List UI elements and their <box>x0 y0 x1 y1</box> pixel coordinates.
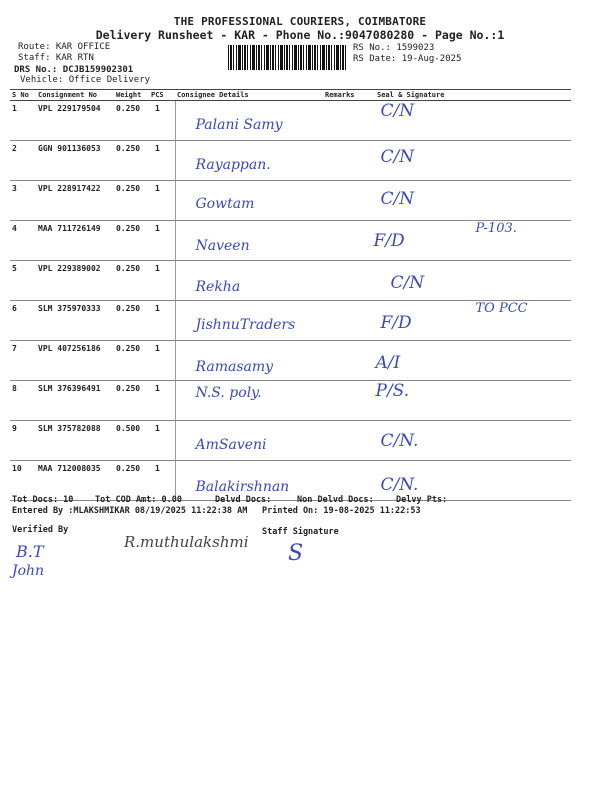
non-delvd-docs: Non Delvd Docs: <box>297 495 374 505</box>
col-sno: S No <box>10 90 36 101</box>
entered-by: Entered By :MLAKSHMIKAR 08/19/2025 11:22:38 AM <box>12 506 248 516</box>
row-consignment-no: VPL 228917422 <box>36 181 114 221</box>
verifier-signature-2: John <box>12 563 45 579</box>
row-weight: 0.250 <box>114 381 149 421</box>
consignee-name: Naveen <box>195 238 250 254</box>
delivery-remark: C/N. <box>380 475 419 495</box>
row-signature-area <box>175 421 571 461</box>
row-weight: 0.250 <box>114 301 149 341</box>
delivery-remark: P/S. <box>375 381 410 401</box>
row-weight: 0.250 <box>114 141 149 181</box>
table-row <box>10 221 571 261</box>
runsheet-table <box>10 89 571 501</box>
row-weight: 0.250 <box>114 341 149 381</box>
row-consignment-no: VPL 229179504 <box>36 101 114 141</box>
extra-note: P-103. <box>475 221 517 236</box>
middle-signature: R.muthulakshmi <box>124 533 249 551</box>
row-signature-area <box>175 141 571 181</box>
row-sno: 5 <box>10 261 36 301</box>
row-pcs: 1 <box>149 261 175 301</box>
row-weight: 0.250 <box>114 261 149 301</box>
row-consignment-no: MAA 712008035 <box>36 461 114 501</box>
rs-date: RS Date: 19-Aug-2025 <box>353 54 462 64</box>
table-row <box>10 261 571 301</box>
delivery-remark: F/D <box>380 313 412 333</box>
col-consignment: Consignment No <box>36 90 114 101</box>
row-consignment-no: GGN 901136053 <box>36 141 114 181</box>
delivery-remark: C/N <box>380 189 415 209</box>
table-row <box>10 341 571 381</box>
row-sno: 6 <box>10 301 36 341</box>
row-pcs: 1 <box>149 341 175 381</box>
rs-number: RS No.: 1599023 <box>353 43 435 53</box>
consignee-name: JishnuTraders <box>195 317 296 333</box>
row-signature-area <box>175 381 571 421</box>
row-weight: 0.250 <box>114 461 149 501</box>
delivery-remark: C/N <box>390 273 425 293</box>
row-consignment-no: SLM 375970333 <box>36 301 114 341</box>
row-sno: 2 <box>10 141 36 181</box>
row-pcs: 1 <box>149 101 175 141</box>
consignee-name: Palani Samy <box>195 117 283 133</box>
row-pcs: 1 <box>149 461 175 501</box>
row-sno: 8 <box>10 381 36 421</box>
consignee-name: N.S. poly. <box>195 385 262 401</box>
row-weight: 0.250 <box>114 221 149 261</box>
table-row <box>10 141 571 181</box>
row-pcs: 1 <box>149 381 175 421</box>
printed-on: Printed On: 19-08-2025 11:22:53 <box>262 506 421 516</box>
row-sno: 4 <box>10 221 36 261</box>
row-signature-area <box>175 181 571 221</box>
row-consignment-no: VPL 407256186 <box>36 341 114 381</box>
row-sno: 9 <box>10 421 36 461</box>
table-row <box>10 421 571 461</box>
verifier-signature: B.T <box>16 542 44 561</box>
row-consignment-no: VPL 229389002 <box>36 261 114 301</box>
delivery-remark: C/N. <box>380 431 419 451</box>
staff-signature: S <box>288 541 304 566</box>
delivery-remark: C/N <box>380 147 415 167</box>
route-text: Route: KAR OFFICE <box>18 42 111 52</box>
staff-text: Staff: KAR RTN <box>18 53 94 63</box>
row-weight: 0.250 <box>114 101 149 141</box>
col-weight: Weight <box>114 90 149 101</box>
row-consignment-no: MAA 711726149 <box>36 221 114 261</box>
row-signature-area <box>175 301 571 341</box>
consignee-name: Rekha <box>195 279 241 295</box>
company-title: THE PROFESSIONAL COURIERS, COIMBATORE <box>173 15 427 28</box>
delivery-remark: C/N <box>380 101 415 121</box>
row-pcs: 1 <box>149 301 175 341</box>
extra-note: TO PCC <box>475 301 528 316</box>
drs-number: DRS No.: DCJB159902301 <box>14 65 134 75</box>
row-consignment-no: SLM 376396491 <box>36 381 114 421</box>
consignee-name: Ramasamy <box>195 359 274 375</box>
vehicle-text: Vehicle: Office Delivery <box>20 75 151 85</box>
verified-by-label: Verified By <box>12 525 69 535</box>
row-signature-area <box>175 101 571 141</box>
row-pcs: 1 <box>149 181 175 221</box>
consignee-name: Balakirshnan <box>195 479 290 495</box>
table-row <box>10 381 571 421</box>
table-row <box>10 181 571 221</box>
table-row <box>10 301 571 341</box>
row-sno: 10 <box>10 461 36 501</box>
table-row <box>10 101 571 141</box>
delivery-remark: A/I <box>375 353 401 373</box>
col-pcs: PCS <box>149 90 175 101</box>
row-sno: 1 <box>10 101 36 141</box>
consignee-name: AmSaveni <box>195 437 267 453</box>
row-pcs: 1 <box>149 421 175 461</box>
delivery-remark: F/D <box>373 231 405 251</box>
barcode <box>228 45 348 70</box>
row-signature-area <box>175 341 571 381</box>
row-sno: 7 <box>10 341 36 381</box>
col-consignee: Consignee Details <box>175 90 323 101</box>
row-sno: 3 <box>10 181 36 221</box>
tot-docs: Tot Docs: 10 <box>12 495 74 505</box>
row-weight: 0.500 <box>114 421 149 461</box>
runsheet-subtitle: Delivery Runsheet - KAR - Phone No.:9047080280 - Page No.:1 <box>95 28 505 42</box>
tot-cod: Tot COD Amt: 0.00 <box>95 495 182 505</box>
delvd-docs: Delvd Docs: <box>215 495 272 505</box>
row-weight: 0.250 <box>114 181 149 221</box>
row-pcs: 1 <box>149 221 175 261</box>
row-consignment-no: SLM 375782088 <box>36 421 114 461</box>
col-seal: Seal & Signature <box>371 90 571 101</box>
row-pcs: 1 <box>149 141 175 181</box>
row-signature-area <box>175 261 571 301</box>
staff-signature-label: Staff Signature <box>262 527 339 537</box>
delvy-pts: Delvy Pts: <box>396 495 448 505</box>
col-remarks: Remarks <box>323 90 371 101</box>
consignee-name: Rayappan. <box>195 157 271 173</box>
row-signature-area <box>175 221 571 261</box>
consignee-name: Gowtam <box>195 196 255 212</box>
